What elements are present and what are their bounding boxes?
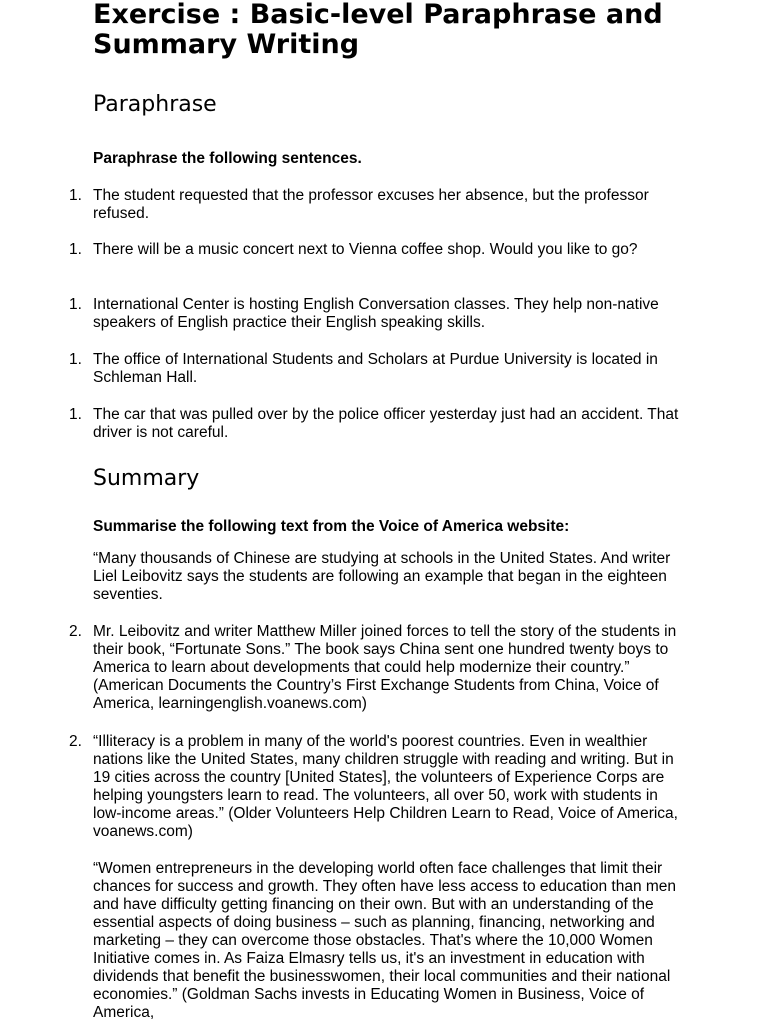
document-title: Exercise : Basic-level Paraphrase and Summary Writing bbox=[93, 0, 663, 60]
summary-instruction: Summarise the following text from the Voice of America website: bbox=[93, 518, 570, 535]
list-item-text: The office of International Students and Scholars at Purdue University is located in Schleman Hall. bbox=[93, 351, 658, 386]
list-item-text: Mr. Leibovitz and writer Matthew Miller joined forces to tell the story of the students in their book, “Fortunate Sons.” The book says China sent one hundred twenty boys to America to learn about developments that could help modernize their country.” (American Documents the Country’s First Exchange Students from China, Voice of America, learningenglish.voanews.com) bbox=[93, 623, 677, 712]
list-number: 1. bbox=[69, 406, 82, 423]
list-number: 2. bbox=[69, 623, 82, 640]
summary-closing-paragraph: “Women entrepreneurs in the developing world often face challenges that limit their chances for success and growth. They often have less access to education than men and have difficulty getting financing on their own. But with an understanding of the essential aspects of doing business – such as planning, financing, networking and marketing – they can overcome those obstacles. That's where the 10,000 Women Initiative comes in. As Faiza Elmasry tells us, it's an investment in education with dividends that benefit the businesswomen, their local communities and their national economies.” (Goldman Sachs invests in Educating Women in Business, Voice of America, bbox=[93, 860, 677, 1021]
list-number: 1. bbox=[69, 241, 82, 258]
summary-intro-paragraph: “Many thousands of Chinese are studying at schools in the United States. And writer Liel Leibovitz says the students are following an example that began in the eighteen seventies. bbox=[93, 550, 671, 603]
list-item-text: The car that was pulled over by the police officer yesterday just had an accident. That driver is not careful. bbox=[93, 406, 679, 441]
summary-heading: Summary bbox=[93, 466, 200, 491]
paraphrase-heading: Paraphrase bbox=[93, 92, 217, 117]
list-item-text: The student requested that the professor excuses her absence, but the professor refused. bbox=[93, 187, 649, 222]
list-item-text: “Illiteracy is a problem in many of the world's poorest countries. Even in wealthier nations like the United States, many children struggle with reading and writing. But in 19 cities across the country [United States], the volunteers of Experience Corps are helping youngsters learn to read. The volunteers, all over 50, work with students in low-income areas.” (Older Volunteers Help Children Learn to Read, Voice of America, voanews.com) bbox=[93, 733, 678, 840]
list-number: 1. bbox=[69, 351, 82, 368]
list-item-text: There will be a music concert next to Vienna coffee shop. Would you like to go? bbox=[93, 241, 638, 258]
list-number: 1. bbox=[69, 296, 82, 313]
paraphrase-instruction: Paraphrase the following sentences. bbox=[93, 150, 362, 167]
list-item-text: International Center is hosting English Conversation classes. They help non-native speakers of English practice their English speaking skills. bbox=[93, 296, 659, 331]
list-number: 2. bbox=[69, 733, 82, 750]
list-number: 1. bbox=[69, 187, 82, 204]
